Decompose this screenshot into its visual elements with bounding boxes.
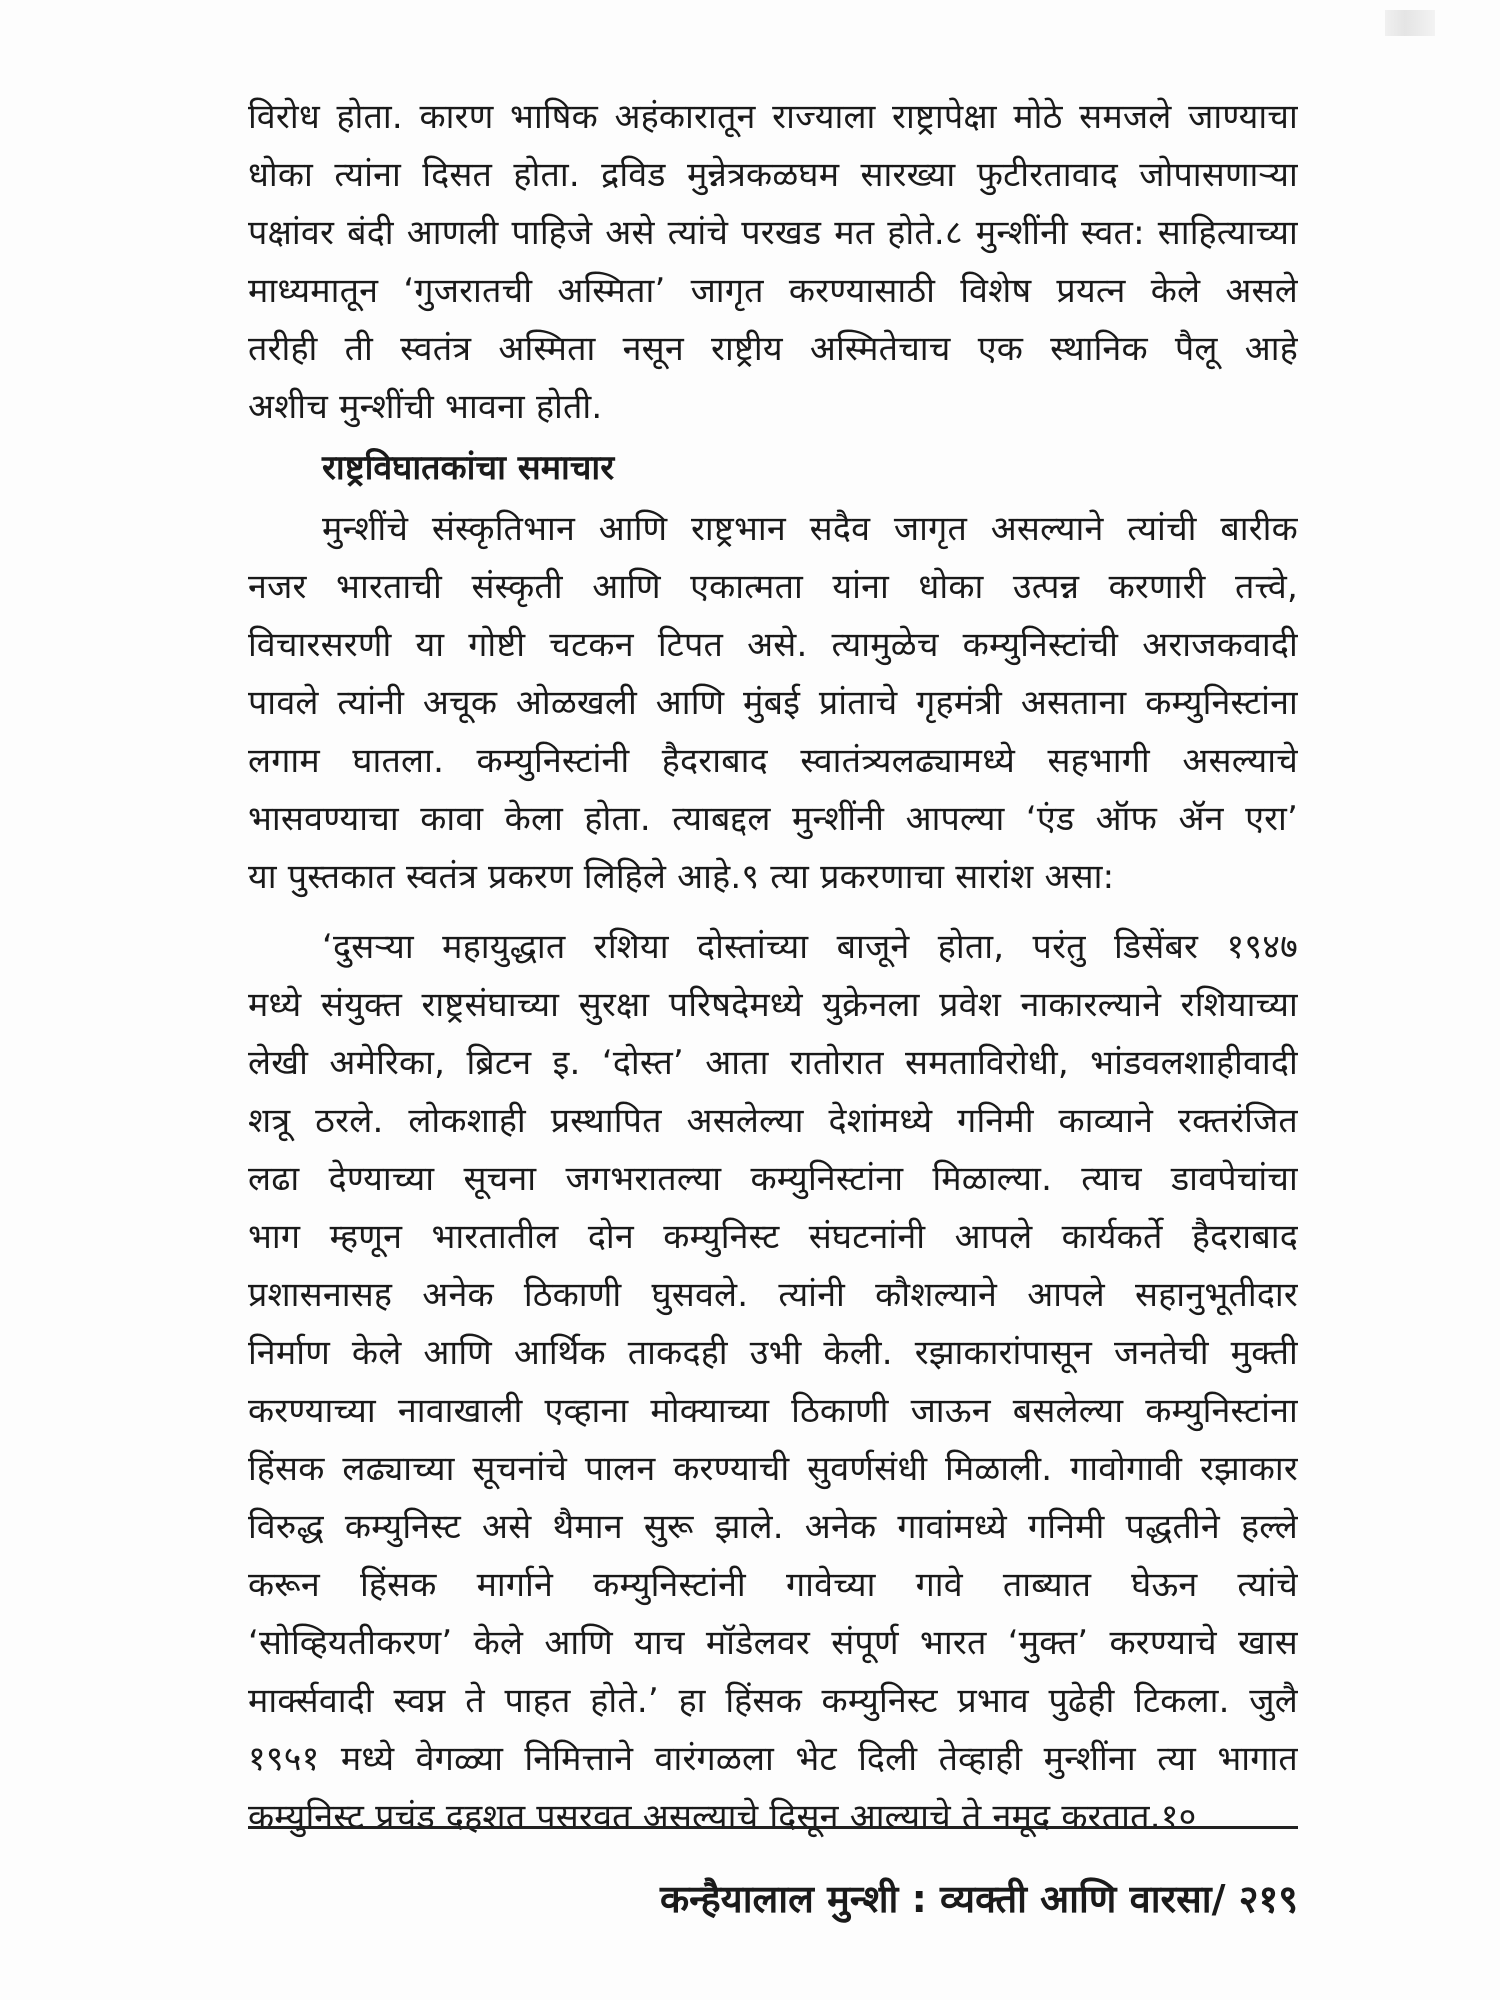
text-line: या पुस्तकात स्वतंत्र प्रकरण लिहिले आहे.९ त्या प्रकरणाचा सारांश असा: xyxy=(248,857,1115,897)
text-line: १९५१ मध्ये वेगळ्या निमित्ताने वारंगळला भेट दिली तेव्हाही मुन्शींना त्या भागात xyxy=(248,1739,1298,1779)
text-line: विरुद्ध कम्युनिस्ट असे थैमान सुरू झाले. अनेक गावांमध्ये गनिमी पद्धतीने हल्ले xyxy=(248,1507,1298,1547)
footer-rule xyxy=(248,1826,1298,1829)
text-line: विरोध होता. कारण भाषिक अहंकारातून राज्याला राष्ट्रापेक्षा मोठे समजले जाण्याचा xyxy=(248,97,1298,137)
text-line: विचारसरणी या गोष्टी चटकन टिपत असे. त्यामुळेच कम्युनिस्टांची अराजकवादी xyxy=(248,625,1298,665)
running-footer: कन्हैयालाल मुन्शी : व्यक्ती आणि वारसा/ २१९ xyxy=(659,1877,1298,1921)
text-line: माध्यमातून ‘गुजरातची अस्मिता’ जागृत करण्यासाठी विशेष प्रयत्न केले असले xyxy=(248,271,1298,311)
text-line: धोका त्यांना दिसत होता. द्रविड मुन्नेत्रकळघम सारख्या फुटीरतावाद जोपासणाऱ्या xyxy=(248,155,1298,195)
text-line: ‘दुसऱ्या महायुद्धात रशिया दोस्तांच्या बाजूने होता, परंतु डिसेंबर १९४७ xyxy=(322,927,1298,967)
text-line: पक्षांवर बंदी आणली पाहिजे असे त्यांचे परखड मत होते.८ मुन्शींनी स्वत: साहित्याच्या xyxy=(248,213,1298,253)
text-line: मध्ये संयुक्त राष्ट्रसंघाच्या सुरक्षा परिषदेमध्ये युक्रेनला प्रवेश नाकारल्याने रशियाच्या xyxy=(248,985,1298,1025)
text-line: प्रशासनासह अनेक ठिकाणी घुसवले. त्यांनी कौशल्याने आपले सहानुभूतीदार xyxy=(248,1275,1298,1315)
text-line: हिंसक लढ्याच्या सूचनांचे पालन करण्याची सुवर्णसंधी मिळाली. गावोगावी रझाकार xyxy=(248,1449,1298,1489)
text-line: लेखी अमेरिका, ब्रिटन इ. ‘दोस्त’ आता रातोरात समताविरोधी, भांडवलशाहीवादी xyxy=(248,1043,1298,1083)
text-line: ‘सोव्हियतीकरण’ केले आणि याच मॉडेलवर संपूर्ण भारत ‘मुक्त’ करण्याचे खास xyxy=(248,1623,1298,1663)
text-line: लगाम घातला. कम्युनिस्टांनी हैदराबाद स्वातंत्र्यलढ्यामध्ये सहभागी असल्याचे xyxy=(248,741,1298,781)
text-line: शत्रू ठरले. लोकशाही प्रस्थापित असलेल्या देशांमध्ये गनिमी काव्याने रक्तरंजित xyxy=(248,1101,1298,1141)
text-line: तरीही ती स्वतंत्र अस्मिता नसून राष्ट्रीय अस्मितेचाच एक स्थानिक पैलू आहे xyxy=(248,329,1298,369)
text-line: पावले त्यांनी अचूक ओळखली आणि मुंबई प्रांताचे गृहमंत्री असताना कम्युनिस्टांना xyxy=(248,683,1298,723)
scan-artifact xyxy=(1385,10,1435,36)
section-heading: राष्ट्रविघातकांचा समाचार xyxy=(322,448,615,488)
text-line: अशीच मुन्शींची भावना होती. xyxy=(248,387,603,427)
body-text xyxy=(248,88,1298,1846)
text-line: भासवण्याचा कावा केला होता. त्याबद्दल मुन्शींनी आपल्या ‘एंड ऑफ ॲन एरा’ xyxy=(248,799,1298,839)
text-line: कम्युनिस्ट प्रचंड दहशत पसरवत असल्याचे दिसून आल्याचे ते नमूद करतात.१० xyxy=(248,1797,1197,1837)
text-line: मार्क्सवादी स्वप्न ते पाहत होते.’ हा हिंसक कम्युनिस्ट प्रभाव पुढेही टिकला. जुलै xyxy=(248,1681,1298,1721)
text-line: करून हिंसक मार्गाने कम्युनिस्टांनी गावेच्या गावे ताब्यात घेऊन त्यांचे xyxy=(248,1565,1298,1605)
text-line: भाग म्हणून भारतातील दोन कम्युनिस्ट संघटनांनी आपले कार्यकर्ते हैदराबाद xyxy=(248,1217,1298,1257)
text-line: लढा देण्याच्या सूचना जगभरातल्या कम्युनिस्टांना मिळाल्या. त्याच डावपेचांचा xyxy=(248,1159,1298,1199)
text-line: निर्माण केले आणि आर्थिक ताकदही उभी केली. रझाकारांपासून जनतेची मुक्ती xyxy=(248,1333,1298,1373)
text-line: नजर भारताची संस्कृती आणि एकात्मता यांना धोका उत्पन्न करणारी तत्त्वे, xyxy=(248,567,1298,607)
text-line: करण्याच्या नावाखाली एव्हाना मोक्याच्या ठिकाणी जाऊन बसलेल्या कम्युनिस्टांना xyxy=(248,1391,1298,1431)
text-line: मुन्शींचे संस्कृतिभान आणि राष्ट्रभान सदैव जागृत असल्याने त्यांची बारीक xyxy=(322,509,1298,549)
